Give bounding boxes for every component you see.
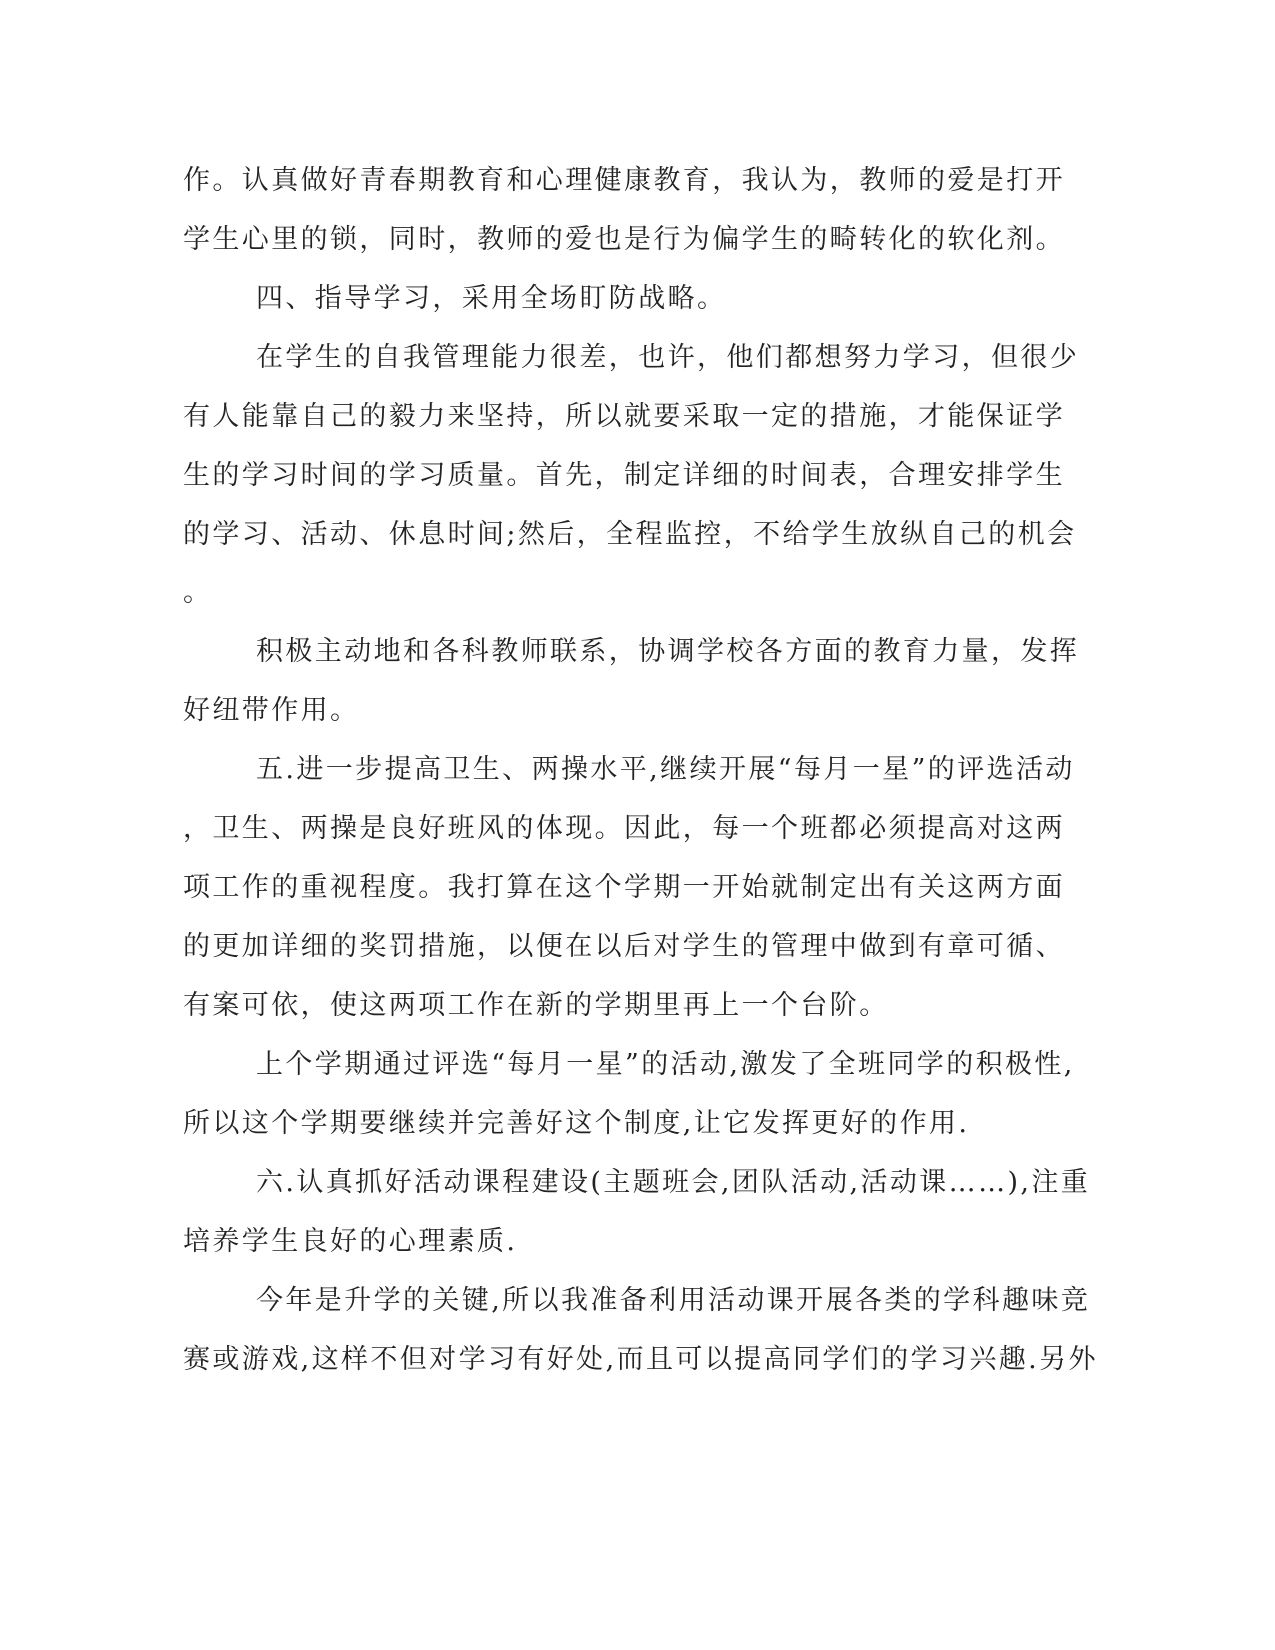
text-line: ，卫生、两操是良好班风的体现。因此，每一个班都必须提高对这两 [183,813,1065,844]
text-line: 好纽带作用。 [183,695,360,726]
text-line: 在学生的自我管理能力很差，也许，他们都想努力学习，但很少 [256,342,1080,373]
text-line: 培养学生良好的心理素质. [183,1226,518,1257]
text-line: 有人能靠自己的毅力来坚持，所以就要采取一定的措施，才能保证学 [183,401,1065,432]
section-heading: 四、指导学习，采用全场盯防战略。 [256,283,727,314]
text-line: 的学习、活动、休息时间;然后，全程监控，不给学生放纵自己的机会 [183,519,1077,550]
text-line: 作。认真做好青春期教育和心理健康教育，我认为，教师的爱是打开 [183,165,1065,196]
text-line: 积极主动地和各科教师联系，协调学校各方面的教育力量，发挥 [256,636,1080,667]
text-line: 今年是升学的关键,所以我准备利用活动课开展各类的学科趣味竞 [256,1285,1091,1316]
text-line: 项工作的重视程度。我打算在这个学期一开始就制定出有关这两方面 [183,872,1065,903]
text-line: 。 [183,577,213,608]
text-line: 学生心里的锁，同时，教师的爱也是行为偏学生的畸转化的软化剂。 [183,224,1065,255]
section-heading: 五.进一步提高卫生、两操水平,继续开展“每月一星”的评选活动 [256,754,1075,785]
text-line: 赛或游戏,这样不但对学习有好处,而且可以提高同学们的学习兴趣.另外 [183,1344,1098,1375]
text-line: 生的学习时间的学习质量。首先，制定详细的时间表，合理安排学生 [183,460,1065,491]
text-line: 上个学期通过评选“每月一星”的活动,激发了全班同学的积极性, [256,1049,1075,1080]
text-line: 的更加详细的奖罚措施，以便在以后对学生的管理中做到有章可循、 [183,931,1065,962]
text-line: 有案可依，使这两项工作在新的学期里再上一个台阶。 [183,990,889,1021]
text-line: 所以这个学期要继续并完善好这个制度,让它发挥更好的作用. [183,1108,970,1139]
section-heading: 六.认真抓好活动课程建设(主题班会,团队活动,活动课……),注重 [256,1167,1091,1198]
